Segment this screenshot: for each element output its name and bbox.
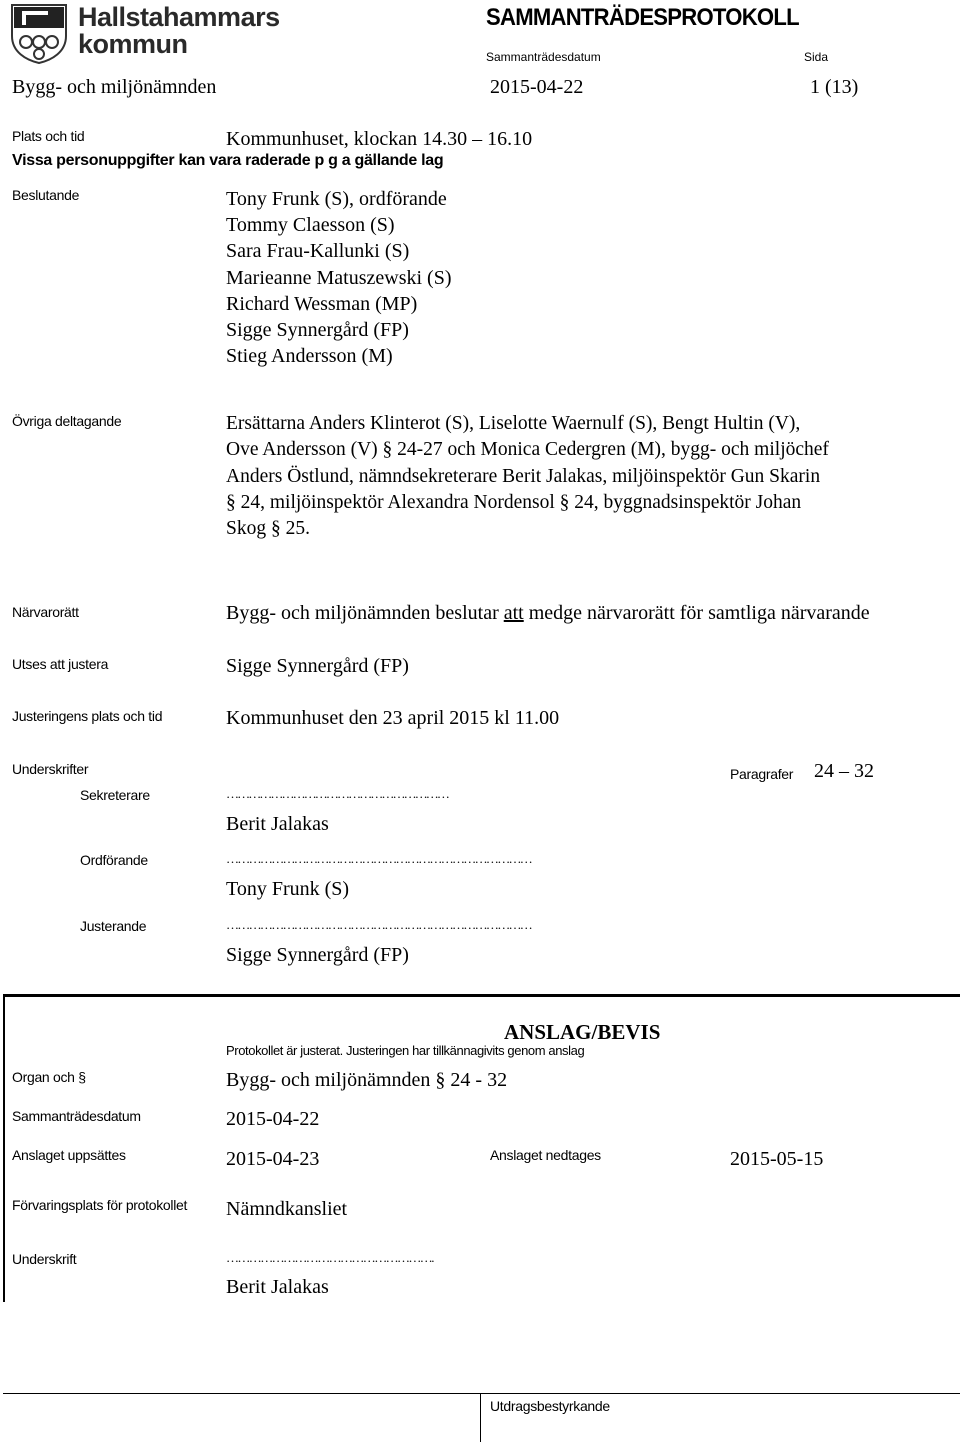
participants-line: Ersättarna Anders Klinterot (S), Liselotte Waernulf (S), Bengt Hultin (V), (226, 413, 801, 434)
date-column-label: Sammanträdesdatum (486, 50, 601, 64)
adjuster-signature-line: ……………………………………………………………………… (226, 917, 532, 932)
secretary-label: Sekreterare (80, 787, 150, 803)
adjuster-label: Utses att justera (12, 656, 109, 672)
decision-att-underlined: att (503, 602, 524, 624)
notice-title: ANSLAG/BEVIS (504, 1020, 661, 1044)
notice-top-border (3, 994, 960, 997)
organ-value: Bygg- och miljönämnden § 24 - 32 (226, 1069, 508, 1091)
place-time-label: Plats och tid (12, 128, 85, 144)
privacy-notice: Vissa personuppgifter kan vara raderade p g a gällande lag (12, 152, 444, 169)
notice-signature-label: Underskrift (12, 1251, 77, 1267)
organ-label: Organ och § (12, 1069, 86, 1085)
posted-label: Anslaget uppsättes (12, 1147, 126, 1163)
notice-signature-line: ………………………………………………. (226, 1250, 433, 1265)
place-time-value: Kommunhuset, klockan 14.30 – 16.10 (226, 128, 533, 150)
notice-date-value: 2015-04-22 (226, 1108, 320, 1130)
chair-signature-line: ……………………………………………………………………… (226, 851, 532, 866)
certified-extract-label: Utdragsbestyrkande (490, 1398, 610, 1414)
adjuster-signature-name: Sigge Synnergård (FP) (226, 944, 409, 966)
secretary-name: Berit Jalakas (226, 813, 329, 835)
participants-line: Anders Östlund, nämndsekreterare Berit Jalakas, miljöinspektör Gun Skarin (226, 465, 821, 487)
participants-line: Skog § 25. (226, 518, 310, 540)
logo-text-line2: kommun (78, 29, 188, 59)
chair-label: Ordförande (80, 852, 148, 868)
participants-line: Ove Andersson (V) § 24-27 och Monica Cedergren (M), bygg- och miljöchef (226, 439, 829, 461)
coat-of-arms-icon (8, 2, 70, 64)
signatures-label: Underskrifter (12, 761, 89, 777)
notice-date-label: Sammanträdesdatum (12, 1108, 141, 1124)
adjustment-place-label: Justeringens plats och tid (12, 708, 163, 724)
page-number: 1 (13) (810, 76, 859, 98)
municipality-logo (8, 2, 280, 64)
decision-text-end: medge närvarorätt för samtliga närvarande (523, 602, 870, 624)
chair-name: Tony Frunk (S) (226, 878, 350, 900)
decision-text-start: Bygg- och miljönämnden beslutar (226, 602, 504, 624)
paragraphs-label: Paragrafer (730, 766, 794, 782)
certified-box-divider (480, 1393, 481, 1442)
participants-line: § 24, miljöinspektör Alexandra Nordensol § 24, byggnadsinspektör Johan (226, 491, 802, 513)
decider-item: Sigge Synnergård (FP) (226, 319, 409, 342)
deciders-label: Beslutande (12, 187, 80, 203)
removed-value: 2015-05-15 (730, 1148, 824, 1170)
posted-value: 2015-04-23 (226, 1148, 320, 1170)
page-column-label: Sida (804, 50, 829, 64)
deciders-list (226, 186, 452, 369)
adjuster-signature-label: Justerande (80, 918, 147, 934)
document-title: SAMMANTRÄDESPROTOKOLL (486, 4, 799, 31)
meeting-date: 2015-04-22 (490, 76, 584, 98)
notice-subtitle: Protokollet är justerat. Justeringen har tillkännagivits genom anslag (226, 1043, 585, 1058)
storage-label: Förvaringsplats för protokollet (12, 1197, 188, 1213)
notice-signature-name: Berit Jalakas (226, 1276, 329, 1298)
secretary-signature-line: …………………………………………………… (226, 786, 449, 801)
committee-name: Bygg- och miljönämnden (12, 76, 217, 98)
other-participants-text (226, 411, 829, 542)
paragraphs-value: 24 – 32 (814, 760, 874, 782)
notice-left-border (3, 994, 5, 1302)
footer-rule (3, 1393, 960, 1394)
decider-item: Tony Frunk (S), ordförande (226, 188, 447, 210)
decider-item: Sara Frau-Kallunki (S) (226, 240, 410, 263)
presence-right-decision (226, 602, 870, 625)
decider-item: Stieg Andersson (M) (226, 345, 393, 368)
decider-item: Marieanne Matuszewski (S) (226, 266, 452, 289)
decider-item: Tommy Claesson (S) (226, 214, 395, 237)
adjustment-place-value: Kommunhuset den 23 april 2015 kl 11.00 (226, 707, 560, 729)
adjuster-value: Sigge Synnergård (FP) (226, 655, 409, 677)
other-participants-label: Övriga deltagande (12, 413, 122, 429)
storage-value: Nämndkansliet (226, 1198, 348, 1220)
logo-text-line1: Hallstahammars (78, 2, 280, 32)
presence-right-label: Närvarorätt (12, 604, 79, 620)
decider-item: Richard Wessman (MP) (226, 292, 418, 315)
removed-label: Anslaget nedtages (490, 1147, 601, 1163)
